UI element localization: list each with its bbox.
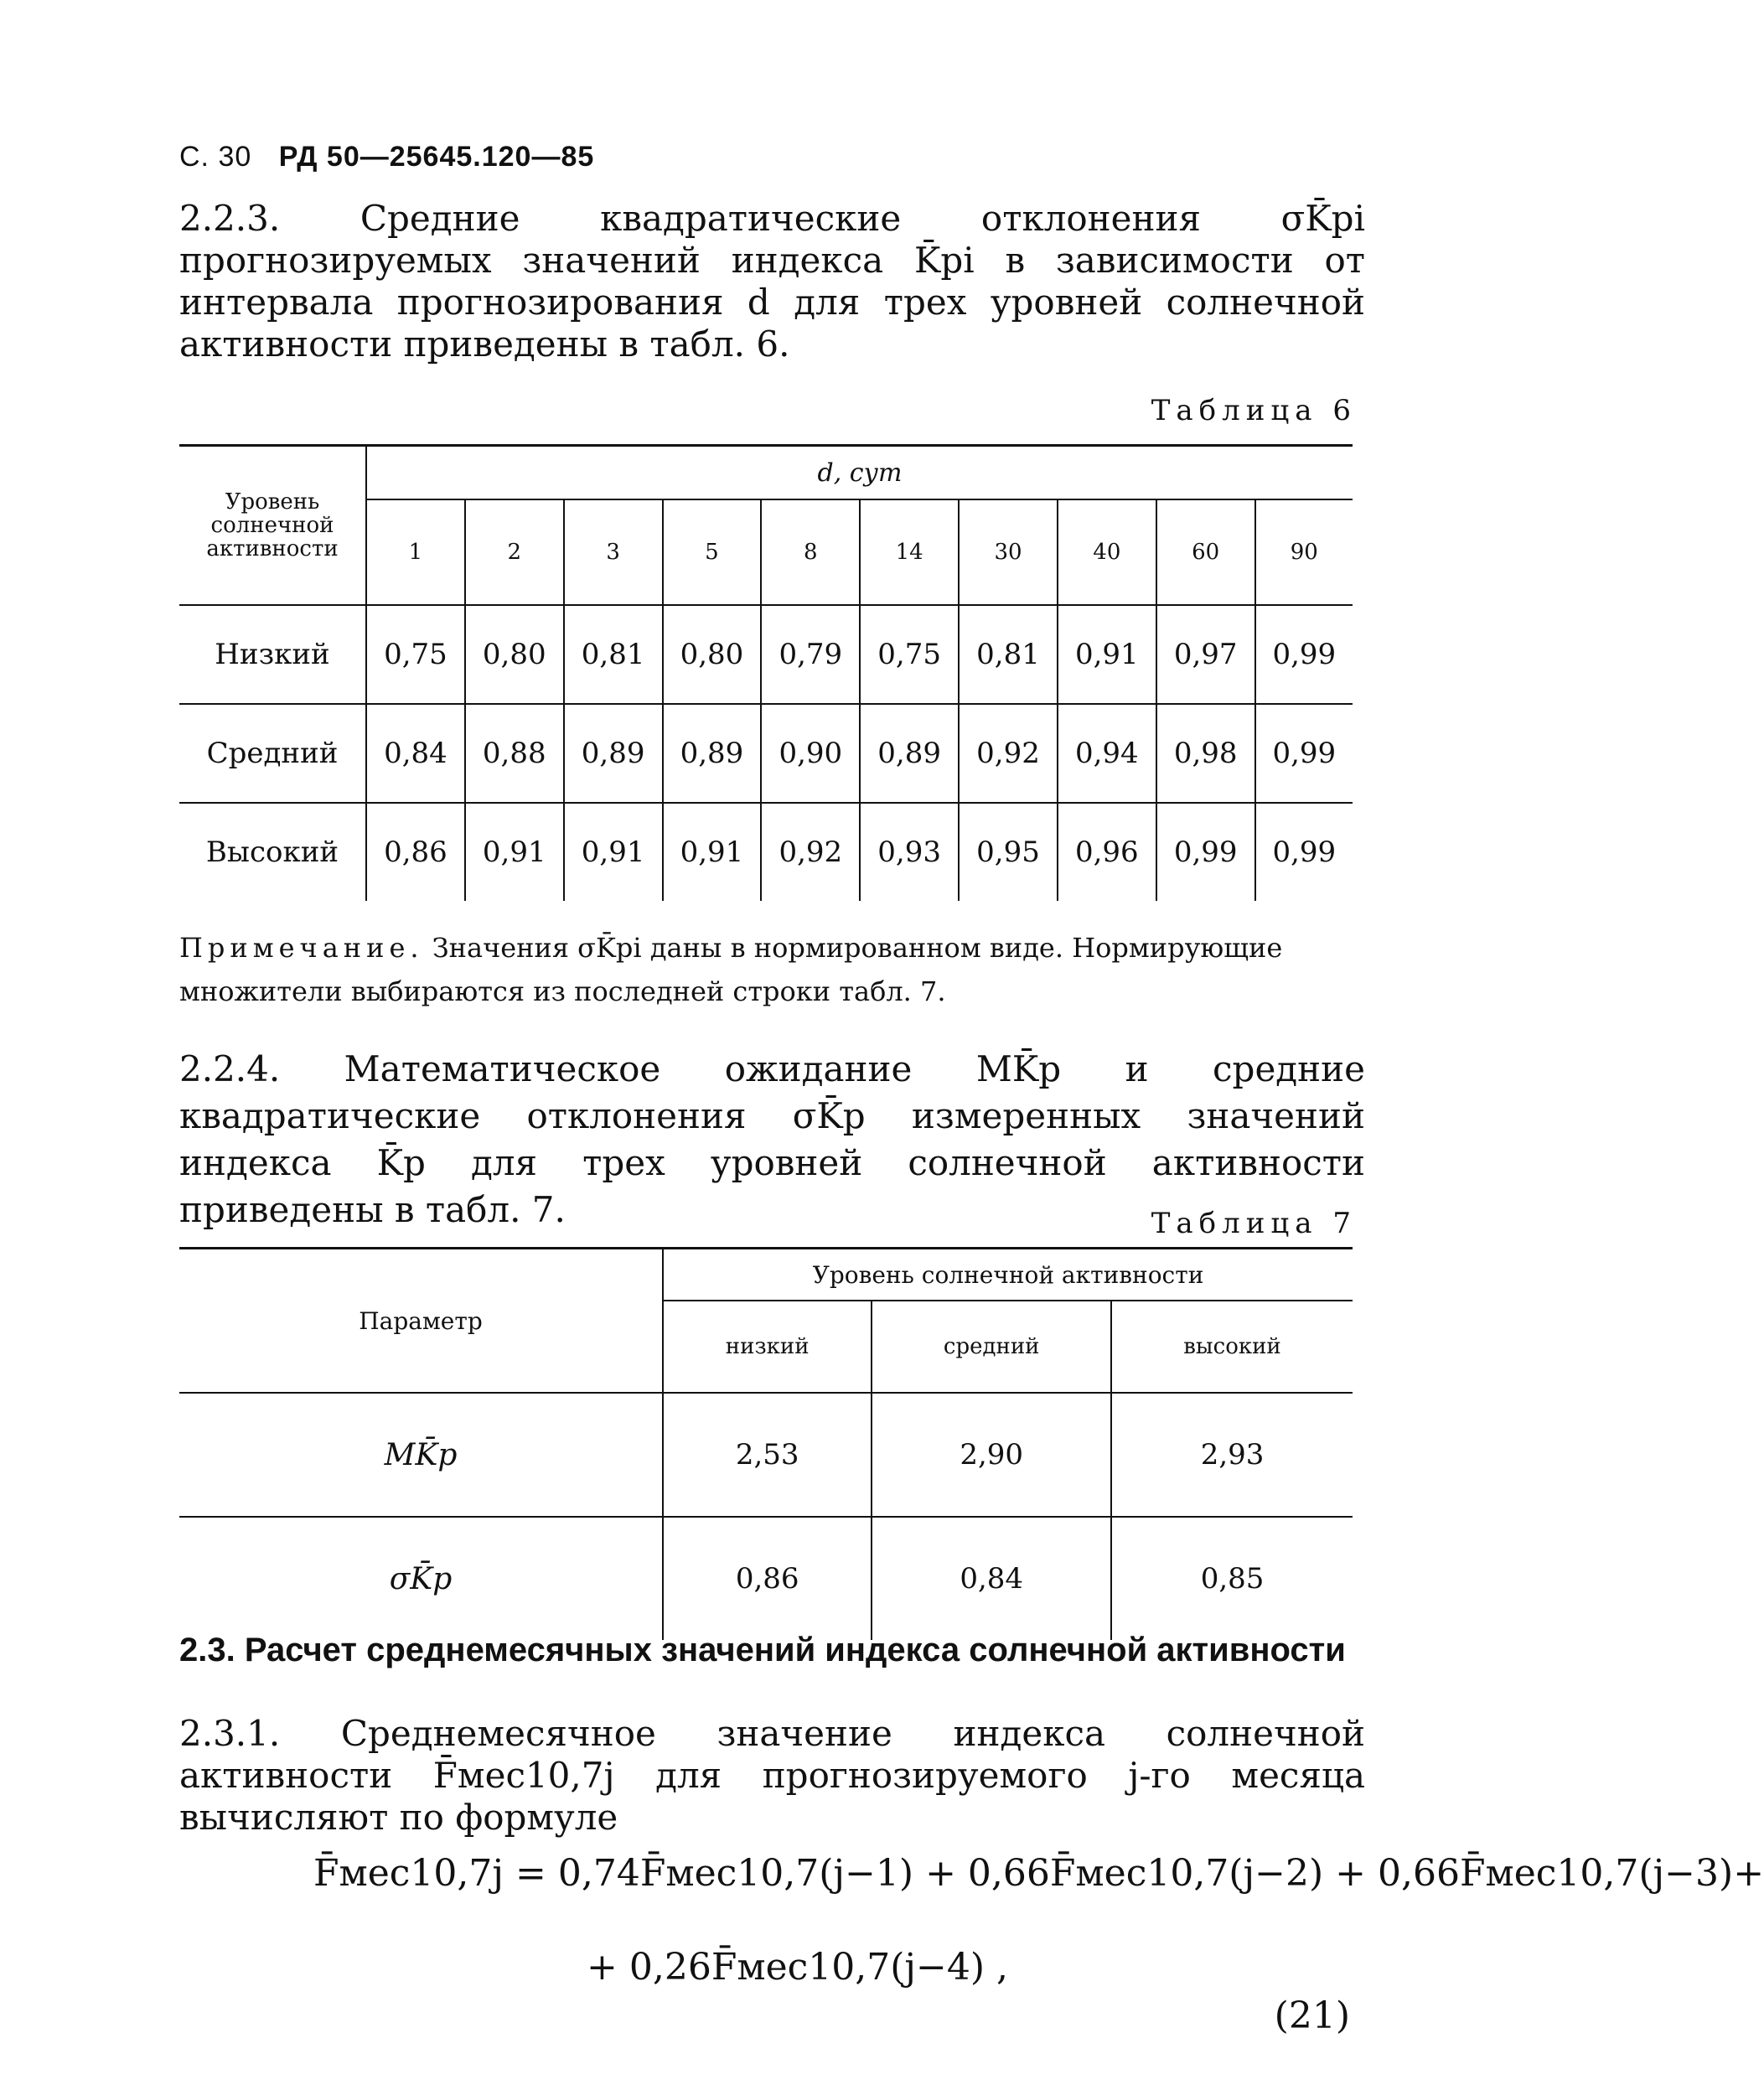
table-6 <box>179 444 1353 901</box>
table-6-value-cell: 0,94 <box>1058 704 1156 803</box>
formula-21-line-1: F̄мес10,7j = 0,74F̄мес10,7(j−1) + 0,66F̄мес10,7(j−2) + 0,66F̄мес10,7(j−3)+ <box>313 1852 1764 1895</box>
table-6-value-cell: 0,95 <box>959 803 1058 901</box>
table-6-value-cell: 0,93 <box>860 803 959 901</box>
table-6-col-header: 90 <box>1290 540 1318 565</box>
table-6-value-cell: 0,99 <box>1272 737 1337 770</box>
table-6-value-cell: 0,90 <box>761 704 860 803</box>
table-6-col-header: 30 <box>959 499 1058 605</box>
table-6-col-header: 40 <box>1058 499 1156 605</box>
page-header <box>179 141 594 173</box>
table-7-col-header: средний <box>872 1301 1111 1393</box>
note-text-b: множители выбираются из последней строки табл. 7. <box>179 975 946 1007</box>
table-6-value-cell: 0,81 <box>959 605 1058 704</box>
table-6-note <box>179 926 1365 1013</box>
table-6-col-header: 60 <box>1156 499 1255 605</box>
table-6-col-header: 2 <box>465 499 564 605</box>
table-6-value-cell: 0,91 <box>1058 605 1156 704</box>
table-6-value-cell: 0,97 <box>1156 605 1255 704</box>
table-6-value-cell: 0,92 <box>761 803 860 901</box>
table-6-value-cell: 0,75 <box>366 605 465 704</box>
table-7-value-cell: 0,85 <box>1200 1562 1265 1596</box>
table-6-value-cell: 0,86 <box>366 803 465 901</box>
table-7-value-cell: 0,86 <box>663 1517 872 1640</box>
table-6-col-header: 14 <box>860 499 959 605</box>
table-7 <box>179 1247 1353 1640</box>
table-6-value-cell: 0,99 <box>1272 638 1337 671</box>
table-row <box>179 1393 1353 1517</box>
table-6-value-cell: 0,99 <box>1156 803 1255 901</box>
table-6-col-header: 5 <box>663 499 762 605</box>
paragraph-2-2-4: 2.2.4. Математическое ожидание MK̄p и средние квадратические отклонения σK̄p измеренных значений индекса K̄p для трех уровней солнечной активности приведены в табл. 7. <box>179 1048 1365 1230</box>
note-label: Примечание. <box>179 932 424 964</box>
table-7-col-header: низкий <box>663 1301 872 1393</box>
table-7-param-cell: σK̄p <box>179 1517 663 1640</box>
table-6-value-cell: 0,91 <box>564 803 663 901</box>
table-7-value-cell: 0,84 <box>872 1517 1111 1640</box>
table-6-col-header: 3 <box>564 499 663 605</box>
table-7-value-cell: 2,90 <box>872 1393 1111 1517</box>
table-row <box>179 704 1353 803</box>
table-6-col-header: 8 <box>761 499 860 605</box>
formula-21-number: (21) <box>1274 1994 1350 2037</box>
table-row <box>179 803 1353 901</box>
table-6-value-cell: 0,91 <box>465 803 564 901</box>
table-6-value-cell: 0,89 <box>860 704 959 803</box>
table-row <box>179 605 1353 704</box>
table-6-col-header: 1 <box>366 499 465 605</box>
formula-21-line-2: + 0,26F̄мес10,7(j−4) , <box>587 1946 1009 1989</box>
table-7-col-header: высокий <box>1183 1334 1281 1359</box>
paragraph-2-3-1: 2.3.1. Среднемесячное значение индекса солнечной активности F̄мес10,7j для прогнозируемого j-го месяца вычисляют по формуле <box>179 1713 1365 1838</box>
table-6-value-cell: 0,98 <box>1156 704 1255 803</box>
table-6-caption: Таблица 6 <box>1151 394 1357 427</box>
table-7-value-cell: 2,93 <box>1200 1438 1265 1472</box>
table-7-caption: Таблица 7 <box>1151 1207 1357 1240</box>
table-6-value-cell: 0,89 <box>564 704 663 803</box>
section-2-3-title: 2.3. Расчет среднемесячных значений индекса солнечной активности <box>179 1632 1346 1668</box>
paragraph-2-2-3: 2.2.3. Средние квадратические отклонения σK̄pi прогнозируемых значений индекса K̄pi в зависимости от интервала прогнозирования d для трех уровней солнечной активности приведены в табл. 6. <box>179 198 1365 365</box>
table-6-body <box>179 605 1353 901</box>
table-7-body <box>179 1393 1353 1640</box>
table-6-value-cell: 0,80 <box>465 605 564 704</box>
table-6-value-cell: 0,99 <box>1272 835 1337 869</box>
table-7-param-cell: MK̄p <box>179 1393 663 1517</box>
table-6-row-header: Уровень солнечной активности <box>179 446 366 606</box>
table-6-level-cell: Низкий <box>179 605 366 704</box>
table-6-level-cell: Средний <box>179 704 366 803</box>
table-6-value-cell: 0,92 <box>959 704 1058 803</box>
table-row <box>179 1517 1353 1640</box>
table-6-value-cell: 0,96 <box>1058 803 1156 901</box>
table-6-value-cell: 0,89 <box>663 704 762 803</box>
table-6-group-header: d, сут <box>366 446 1353 500</box>
table-6-value-cell: 0,88 <box>465 704 564 803</box>
table-6-value-cell: 0,91 <box>663 803 762 901</box>
table-7-group-header: Уровень солнечной активности <box>663 1249 1353 1301</box>
page-number: С. 30 <box>179 141 252 173</box>
table-6-level-cell: Высокий <box>179 803 366 901</box>
table-6-value-cell: 0,80 <box>663 605 762 704</box>
table-7-value-cell: 2,53 <box>663 1393 872 1517</box>
table-6-value-cell: 0,81 <box>564 605 663 704</box>
table-6-value-cell: 0,79 <box>761 605 860 704</box>
table-7-param-header: Параметр <box>179 1249 663 1394</box>
table-6-value-cell: 0,75 <box>860 605 959 704</box>
table-6-value-cell: 0,84 <box>366 704 465 803</box>
note-text-a: Значения σK̄pi даны в нормированном виде. Нормирующие <box>432 932 1283 964</box>
document-code: РД 50—25645.120—85 <box>278 141 595 173</box>
